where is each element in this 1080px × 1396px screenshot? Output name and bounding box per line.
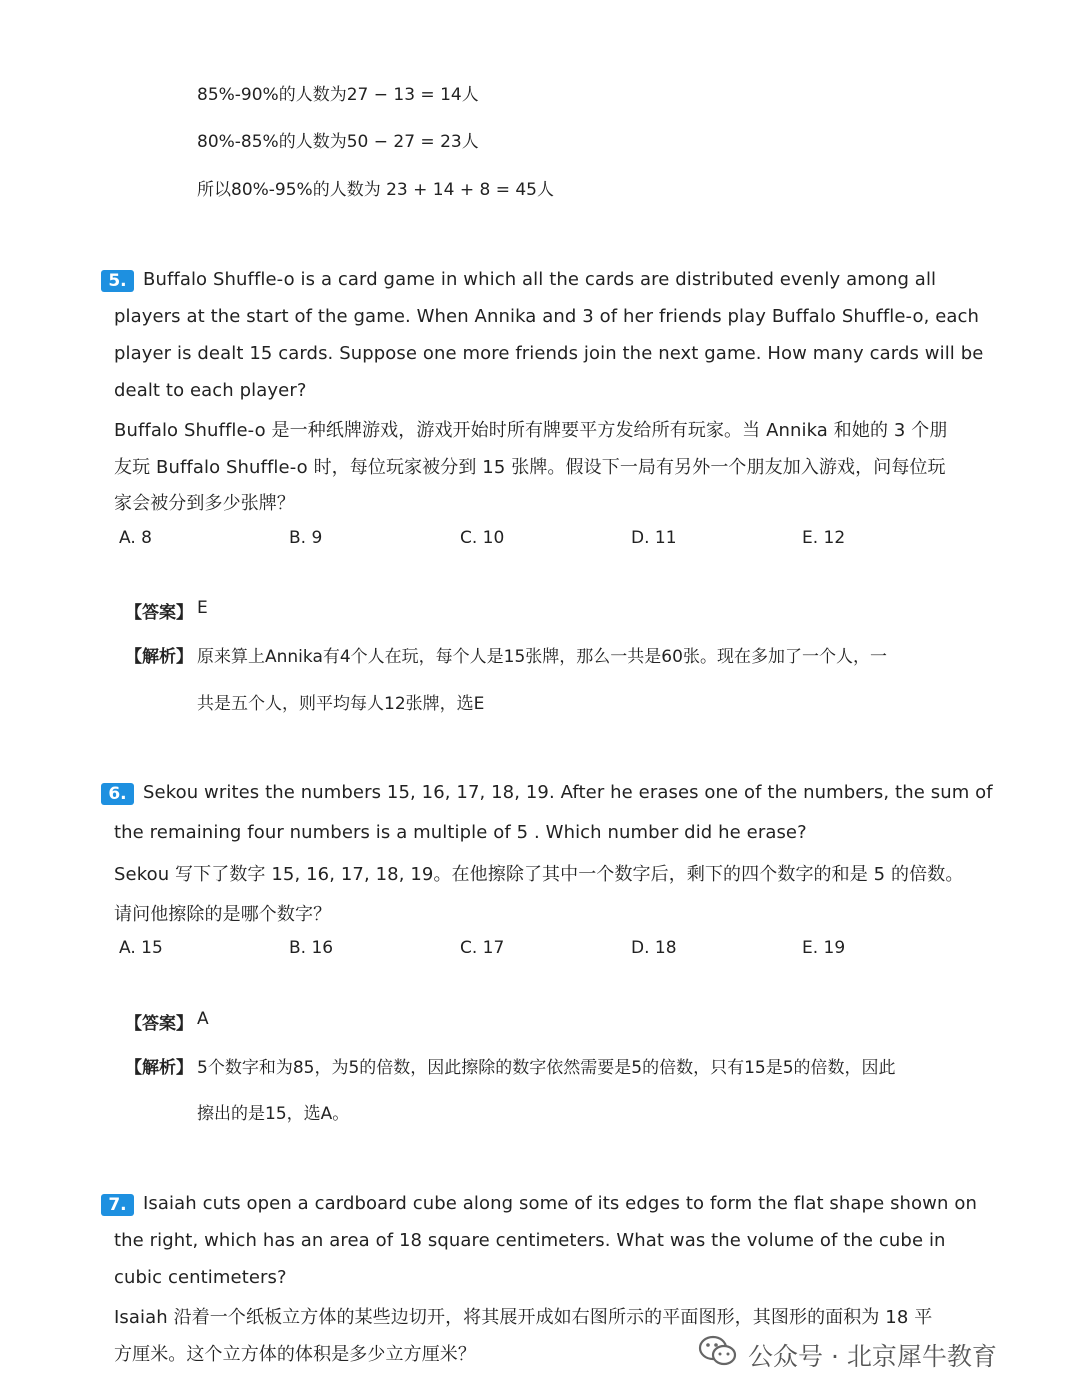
- question-text: dealt to each player?: [114, 380, 307, 401]
- analysis-text: 原来算上Annika有4个人在玩，每个人是15张牌，那么一共是60张。现在多加了一个人，一: [197, 647, 887, 667]
- calc-line: 所以80%-95%的人数为 23 + 14 + 8 = 45人: [197, 180, 554, 200]
- answer-value: E: [197, 598, 208, 618]
- question-number-badge: 5.: [101, 270, 134, 292]
- option-d: D. 18: [631, 938, 677, 958]
- question-text: Sekou writes the numbers 15, 16, 17, 18, 19. After he erases one of the numbers, the sum of: [143, 782, 993, 803]
- option-b: B. 16: [289, 938, 334, 958]
- question-text: players at the start of the game. When Annika and 3 of her friends play Buffalo Shuffle-o, each: [114, 306, 980, 327]
- option-e: E. 12: [802, 528, 846, 548]
- question-number-badge: 6.: [101, 783, 134, 805]
- option-e: E. 19: [802, 938, 846, 958]
- question-text: player is dealt 15 cards. Suppose one more friends join the next game. How many cards will be: [114, 343, 984, 364]
- question-text-zh: Isaiah 沿着一个纸板立方体的某些边切开，将其展开成如右图所示的平面图形，其图形的面积为 18 平: [114, 1307, 933, 1328]
- analysis-text: 5个数字和为85，为5的倍数，因此擦除的数字依然需要是5的倍数，只有15是5的倍数，因此: [197, 1058, 896, 1078]
- option-a: A. 8: [119, 528, 152, 548]
- question-text: the remaining four numbers is a multiple of 5 . Which number did he erase?: [114, 822, 807, 843]
- analysis-text: 擦出的是15，选A。: [197, 1104, 350, 1124]
- question-text: Isaiah cuts open a cardboard cube along some of its edges to form the flat shape shown on: [143, 1193, 977, 1214]
- question-text-zh: 方厘米。这个立方体的体积是多少立方厘米？: [114, 1344, 476, 1365]
- question-text-zh: 家会被分到多少张牌？: [114, 493, 295, 514]
- option-d: D. 11: [631, 528, 677, 548]
- question-text-zh: 友玩 Buffalo Shuffle-o 时，每位玩家被分到 15 张牌。假设下一局有另外一个朋友加入游戏，问每位玩: [114, 457, 946, 478]
- question-text: cubic centimeters?: [114, 1267, 287, 1288]
- answer-label: 【答案】: [125, 603, 193, 623]
- question-text-zh: 请问他擦除的是哪个数字？: [114, 904, 332, 925]
- option-c: C. 10: [460, 528, 505, 548]
- question-text-zh: Buffalo Shuffle-o 是一种纸牌游戏，游戏开始时所有牌要平方发给所有玩家。当 Annika 和她的 3 个朋: [114, 420, 948, 441]
- calc-line: 80%-85%的人数为50 − 27 = 23人: [197, 132, 479, 152]
- question-text: the right, which has an area of 18 square centimeters. What was the volume of the cube in: [114, 1230, 946, 1251]
- analysis-label: 【解析】: [125, 1058, 193, 1078]
- question-text-zh: Sekou 写下了数字 15, 16, 17, 18, 19。在他擦除了其中一个数字后，剩下的四个数字的和是 5 的倍数。: [114, 864, 964, 885]
- answer-label: 【答案】: [125, 1014, 193, 1034]
- analysis-label: 【解析】: [125, 647, 193, 667]
- option-b: B. 9: [289, 528, 323, 548]
- option-a: A. 15: [119, 938, 163, 958]
- analysis-text: 共是五个人，则平均每人12张牌，选E: [197, 694, 485, 714]
- answer-value: A: [197, 1009, 209, 1029]
- question-text: Buffalo Shuffle-o is a card game in which all the cards are distributed evenly among all: [143, 269, 937, 290]
- watermark-text: 公众号 · 北京犀牛教育: [748, 1342, 997, 1371]
- question-number-badge: 7.: [101, 1194, 134, 1216]
- calc-line: 85%-90%的人数为27 − 13 = 14人: [197, 85, 479, 105]
- option-c: C. 17: [460, 938, 505, 958]
- wechat-icon: [698, 1334, 738, 1368]
